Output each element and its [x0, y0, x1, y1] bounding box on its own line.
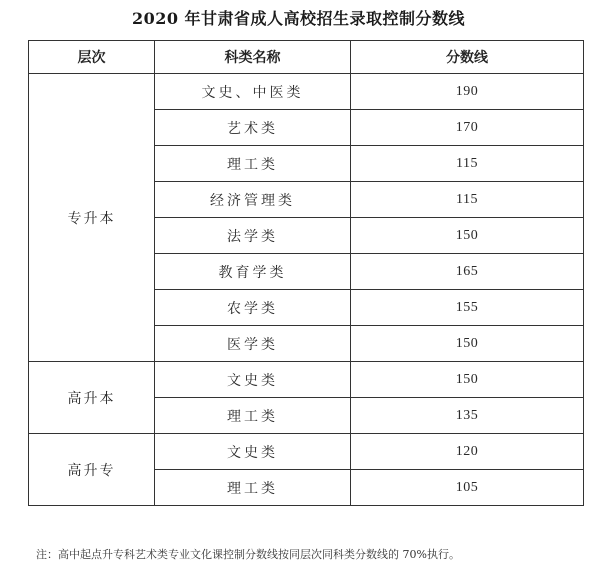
subject-cell: 教育学类 — [155, 254, 351, 290]
score-cell: 150 — [351, 218, 584, 254]
table-row — [29, 74, 584, 110]
score-cell: 170 — [351, 110, 584, 146]
subject-cell: 经济管理类 — [155, 182, 351, 218]
subject-cell: 艺术类 — [155, 110, 351, 146]
score-cell: 155 — [351, 290, 584, 326]
level-cell-zhuanshengben: 专升本 — [29, 74, 155, 362]
subject-cell: 文史类 — [155, 434, 351, 470]
score-table — [28, 40, 584, 506]
subject-cell: 文史类 — [155, 362, 351, 398]
score-cell: 120 — [351, 434, 584, 470]
subject-cell: 文史、中医类 — [155, 74, 351, 110]
header-level: 层次 — [29, 41, 155, 74]
header-score: 分数线 — [351, 41, 584, 74]
score-cell: 115 — [351, 182, 584, 218]
footnote: 注：高中起点升专科艺术类专业文化课控制分数线按同层次同科类分数线的 70%执行。 — [36, 548, 460, 561]
subject-cell: 法学类 — [155, 218, 351, 254]
score-cell: 105 — [351, 470, 584, 506]
score-cell: 135 — [351, 398, 584, 434]
score-cell: 190 — [351, 74, 584, 110]
level-cell-gaoshengzhuan: 高升专 — [29, 434, 155, 506]
score-cell: 150 — [351, 362, 584, 398]
subject-cell: 理工类 — [155, 398, 351, 434]
subject-cell: 医学类 — [155, 326, 351, 362]
score-cell: 165 — [351, 254, 584, 290]
subject-cell: 理工类 — [155, 470, 351, 506]
score-cell: 115 — [351, 146, 584, 182]
subject-cell: 农学类 — [155, 290, 351, 326]
score-cell: 150 — [351, 326, 584, 362]
table-row — [29, 362, 584, 398]
table-row — [29, 434, 584, 470]
level-cell-gaoshengben: 高升本 — [29, 362, 155, 434]
header-subject: 科类名称 — [155, 41, 351, 74]
subject-cell: 理工类 — [155, 146, 351, 182]
document-title: 2020 年甘肃省成人高校招生录取控制分数线 — [131, 9, 466, 28]
table-header-row — [29, 41, 584, 74]
